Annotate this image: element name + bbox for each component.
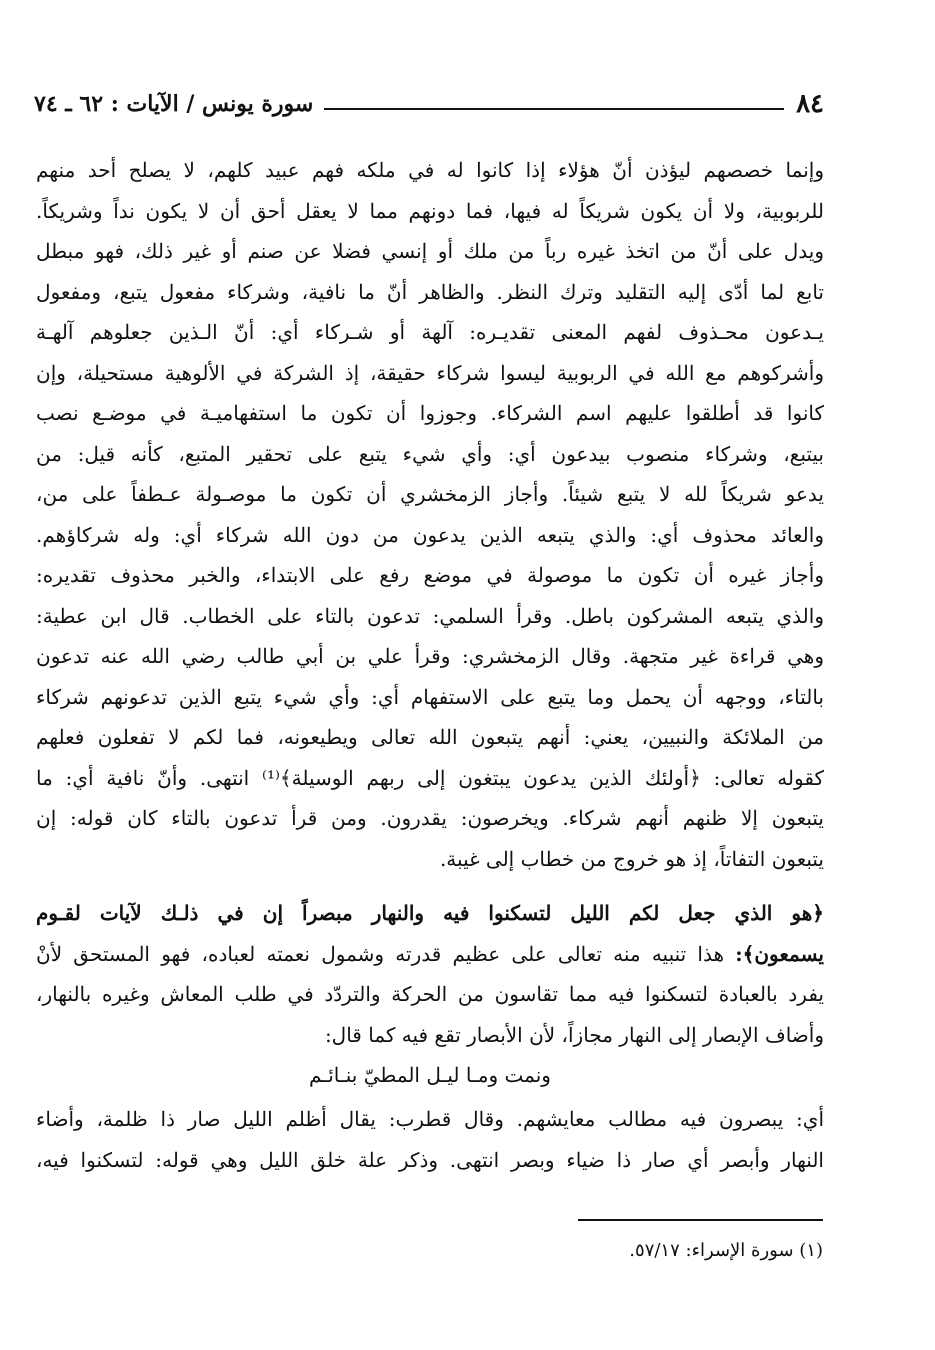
text-line: وهي قراءة غير متجهة. وقال الزمخشري: وقرأ علي بن أبي طالب رضي الله عنه تدعون <box>36 644 824 668</box>
text-line: يتبعون التفاتاً، إذ هو خروج من خطاب إلى غيبة. <box>439 846 824 871</box>
footnote: (١) سورة الإسراء: ٥٧/١٧. <box>629 1240 823 1261</box>
main-text <box>36 150 824 1180</box>
text-line: يدعو شريكاً لله لا يتبع شيئاً. وأجاز الزمخشري أن تكون ما موصـولة عـطفاً على من، <box>36 482 824 506</box>
commentary-text: هذا تنبيه منه تعالى على عظيم قدرته وشمول نعمته لعباده، فهو المستحق لأنْ <box>36 941 736 966</box>
text-line: وأجاز غيره أن تكون ما موصولة في موضع رفع على الابتداء، والخبر محذوف تقديره: <box>36 563 824 587</box>
text-line: والعائد محذوف أي: والذي يتبعه الذين يدعون من دون الله شركاء أي: وله شركاؤهم. <box>36 522 824 547</box>
text-line: وأشركوهم مع الله في الربوبية ليسوا شركاء حقيقة، إذ الشركة في الألوهية مستحيلة، وإن <box>36 360 824 385</box>
page-number: ٨٤ <box>796 89 824 119</box>
page-header <box>34 86 824 122</box>
text-line: يتبعون إلا ظنهم أنهم شركاء. ويخرصون: يقدرون. ومن قرأ تدعون بالتاء كان قوله: إن <box>36 806 824 830</box>
text-line: ويدل على أنّ من اتخذ غيره رباً من ملك أو إنسي فضلا عن صنم أو غير ذلك، فهو مبطل <box>36 239 824 263</box>
poem-line: ونمت ومـا ليـل المطيّ بنـائـم <box>309 1063 551 1087</box>
text-line: وأضاف الإبصار إلى النهار مجازاً، لأن الأبصار تقع فيه كما قال: <box>324 1022 824 1047</box>
text-line: للربوبية، ولا أن يكون شريكاً له فيها، فما دونهم مما لا يعقل أحق أن لا يكون نداً وشريكاً. <box>36 198 824 223</box>
quran-verse-end: يسمعون﴾: <box>735 941 824 966</box>
text-line: بيتبع، وشركاء منصوب بيدعون أي: وأي شيء يتبع على تحقير المتبع، كأنه قيل: من <box>36 441 824 466</box>
text-line: كقوله تعالى: ﴿أولئك الذين يدعون يبتغون إلى ربهم الوسيلة﴾⁽¹⁾ انتهى. وأنّ نافية أي: ما <box>36 765 824 790</box>
paragraph-gap <box>36 879 824 893</box>
text-line: تابع لما أدّى إليه التقليد وترك النظر. والظاهر أنّ ما نافية، وشركاء مفعول يتبع، ومفعول <box>36 279 824 304</box>
running-title: سورة يونس / الآيات : ٦٢ ـ ٧٤ <box>34 91 314 117</box>
text-line: يفرد بالعبادة لتسكنوا فيه مما تقاسون من الحركة والتردّد في طلب المعاش وغيره بالنهار، <box>36 982 824 1006</box>
text-line: من الملائكة والنبيين، يعني: أنهم يتبعون الله تعالى ويطيعونه، فما لكم لا تفعلون فعلهم <box>36 725 824 749</box>
text-line: كانوا قد أطلقوا عليهم اسم الشركاء. وجوزوا أن تكون ما استفهاميـة في موضـع نصب <box>36 401 824 425</box>
footnote-rule <box>578 1219 823 1221</box>
text-line: أي: يبصرون فيه مطالب معايشهم. وقال قطرب: يقال أظلم الليل صار ذا ظلمة، وأضاء <box>36 1107 824 1131</box>
text-line: يـدعون محـذوف لفهم المعنى تقديـره: آلهة أو شـركاء أي: أنّ الـذين جعلوهم آلهـة <box>36 320 824 344</box>
text-line: وإنما خصصهم ليؤذن أنّ هؤلاء إذا كانوا له في ملكه فهم عبيد كلهم، لا يصلح أحد منهم <box>36 158 824 182</box>
text-line: بالتاء، ووجهه أن يحمل وما يتبع على الاستفهام أي: وأي شيء يتبع الذين تدعونهم شركاء <box>36 684 824 709</box>
text-line <box>36 934 824 975</box>
quran-verse-line: ﴿هو الذي جعل لكم الليل لتسكنوا فيه والنهار مبصراً إن في ذلـك لآيات لقـوم <box>36 901 824 925</box>
text-line: والذي يتبعه المشركون باطل. وقرأ السلمي: تدعون بالتاء على الخطاب. قال ابن عطية: <box>36 603 824 628</box>
header-rule <box>324 108 784 110</box>
text-line: النهار وأبصر أي صار ذا ضياء وبصر انتهى. وذكر علة خلق الليل وهي قوله: لتسكنوا فيه، <box>36 1147 824 1172</box>
